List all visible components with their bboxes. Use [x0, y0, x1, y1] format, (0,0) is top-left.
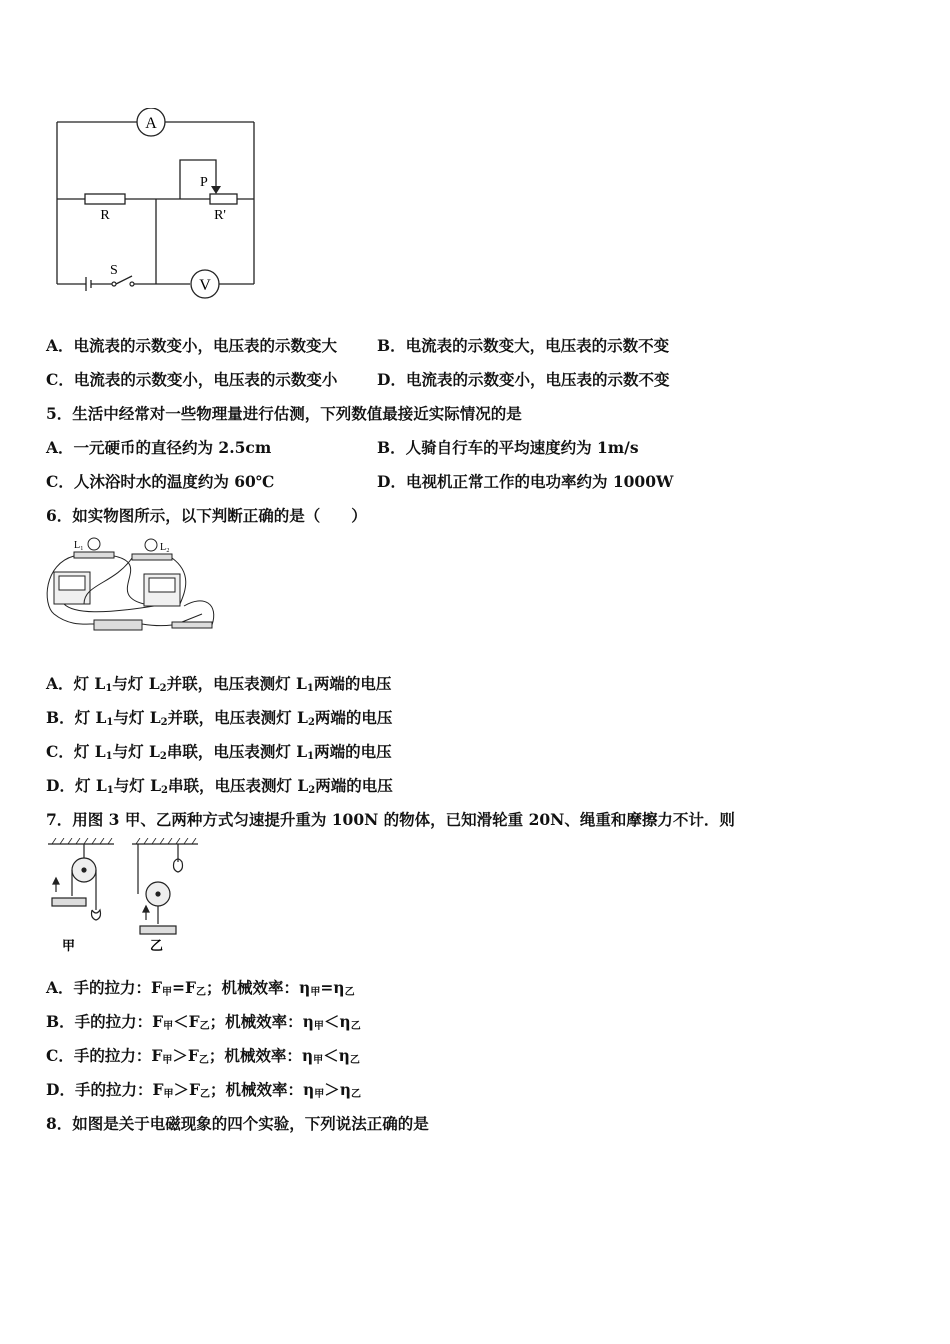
q4-option-d: D．电流表的示数变小，电压表的示数不变 — [377, 370, 670, 389]
voltmeter-label: V — [199, 277, 211, 294]
resistor-r — [85, 194, 125, 204]
switch-label: S — [110, 263, 118, 278]
rheostat-r-prime — [210, 194, 237, 204]
q5-option-c: C．人沐浴时水的温度约为 60℃ — [46, 472, 275, 491]
lamp1-label: L₁ — [74, 540, 84, 551]
ammeter-label: A — [145, 115, 157, 132]
pulley-figure — [46, 838, 206, 956]
q4-option-a: A．电流表的示数变小，电压表的示数变大 — [46, 336, 338, 355]
q5-option-d: D．电视机正常工作的电功率约为 1000W — [377, 472, 674, 491]
rheostat-label: R' — [214, 208, 226, 223]
physical-circuit-figure — [44, 534, 222, 644]
circuit-diagram — [50, 108, 265, 308]
q5-option-a: A．一元硬币的直径约为 2.5cm — [46, 438, 272, 457]
q5-stem: 5．生活中经常对一些物理量进行估测，下列数值最接近实际情况的是 — [46, 404, 522, 423]
q6-option-b: B．灯 L1与灯 L2并联，电压表测灯 L2两端的电压 — [46, 708, 393, 728]
slider-label: P — [200, 175, 208, 190]
q6-option-c: C．灯 L1与灯 L2串联，电压表测灯 L1两端的电压 — [46, 742, 392, 762]
q6-stem: 6．如实物图所示，以下判断正确的是（ ） — [46, 506, 367, 525]
q8-stem: 8．如图是关于电磁现象的四个实验，下列说法正确的是 — [46, 1114, 429, 1133]
q6-option-d: D．灯 L1与灯 L2串联，电压表测灯 L2两端的电压 — [46, 776, 393, 796]
q4-option-b: B．电流表的示数变大，电压表的示数不变 — [377, 336, 670, 355]
q7-option-d: D．手的拉力：F甲＞F乙；机械效率：η甲＞η乙 — [46, 1080, 362, 1100]
q7-option-b: B．手的拉力：F甲＜F乙；机械效率：η甲＜η乙 — [46, 1012, 361, 1032]
q5-option-b: B．人骑自行车的平均速度约为 1m/s — [377, 438, 639, 457]
q7-option-a: A．手的拉力：F甲=F乙；机械效率：η甲=η乙 — [46, 978, 355, 998]
q7-stem: 7．用图 3 甲、乙两种方式匀速提升重为 100N 的物体，已知滑轮重 20N、绳重和摩擦力不计．则 — [46, 810, 735, 829]
lamp2-label: L₂ — [160, 542, 170, 553]
figure-label-jia: 甲 — [62, 938, 76, 953]
q6-option-a: A．灯 L1与灯 L2并联，电压表测灯 L1两端的电压 — [46, 674, 392, 694]
figure-label-yi: 乙 — [150, 938, 164, 953]
resistor-label: R — [100, 208, 110, 223]
q4-option-c: C．电流表的示数变小，电压表的示数变小 — [46, 370, 338, 389]
q7-option-c: C．手的拉力：F甲＞F乙；机械效率：η甲＜η乙 — [46, 1046, 360, 1066]
